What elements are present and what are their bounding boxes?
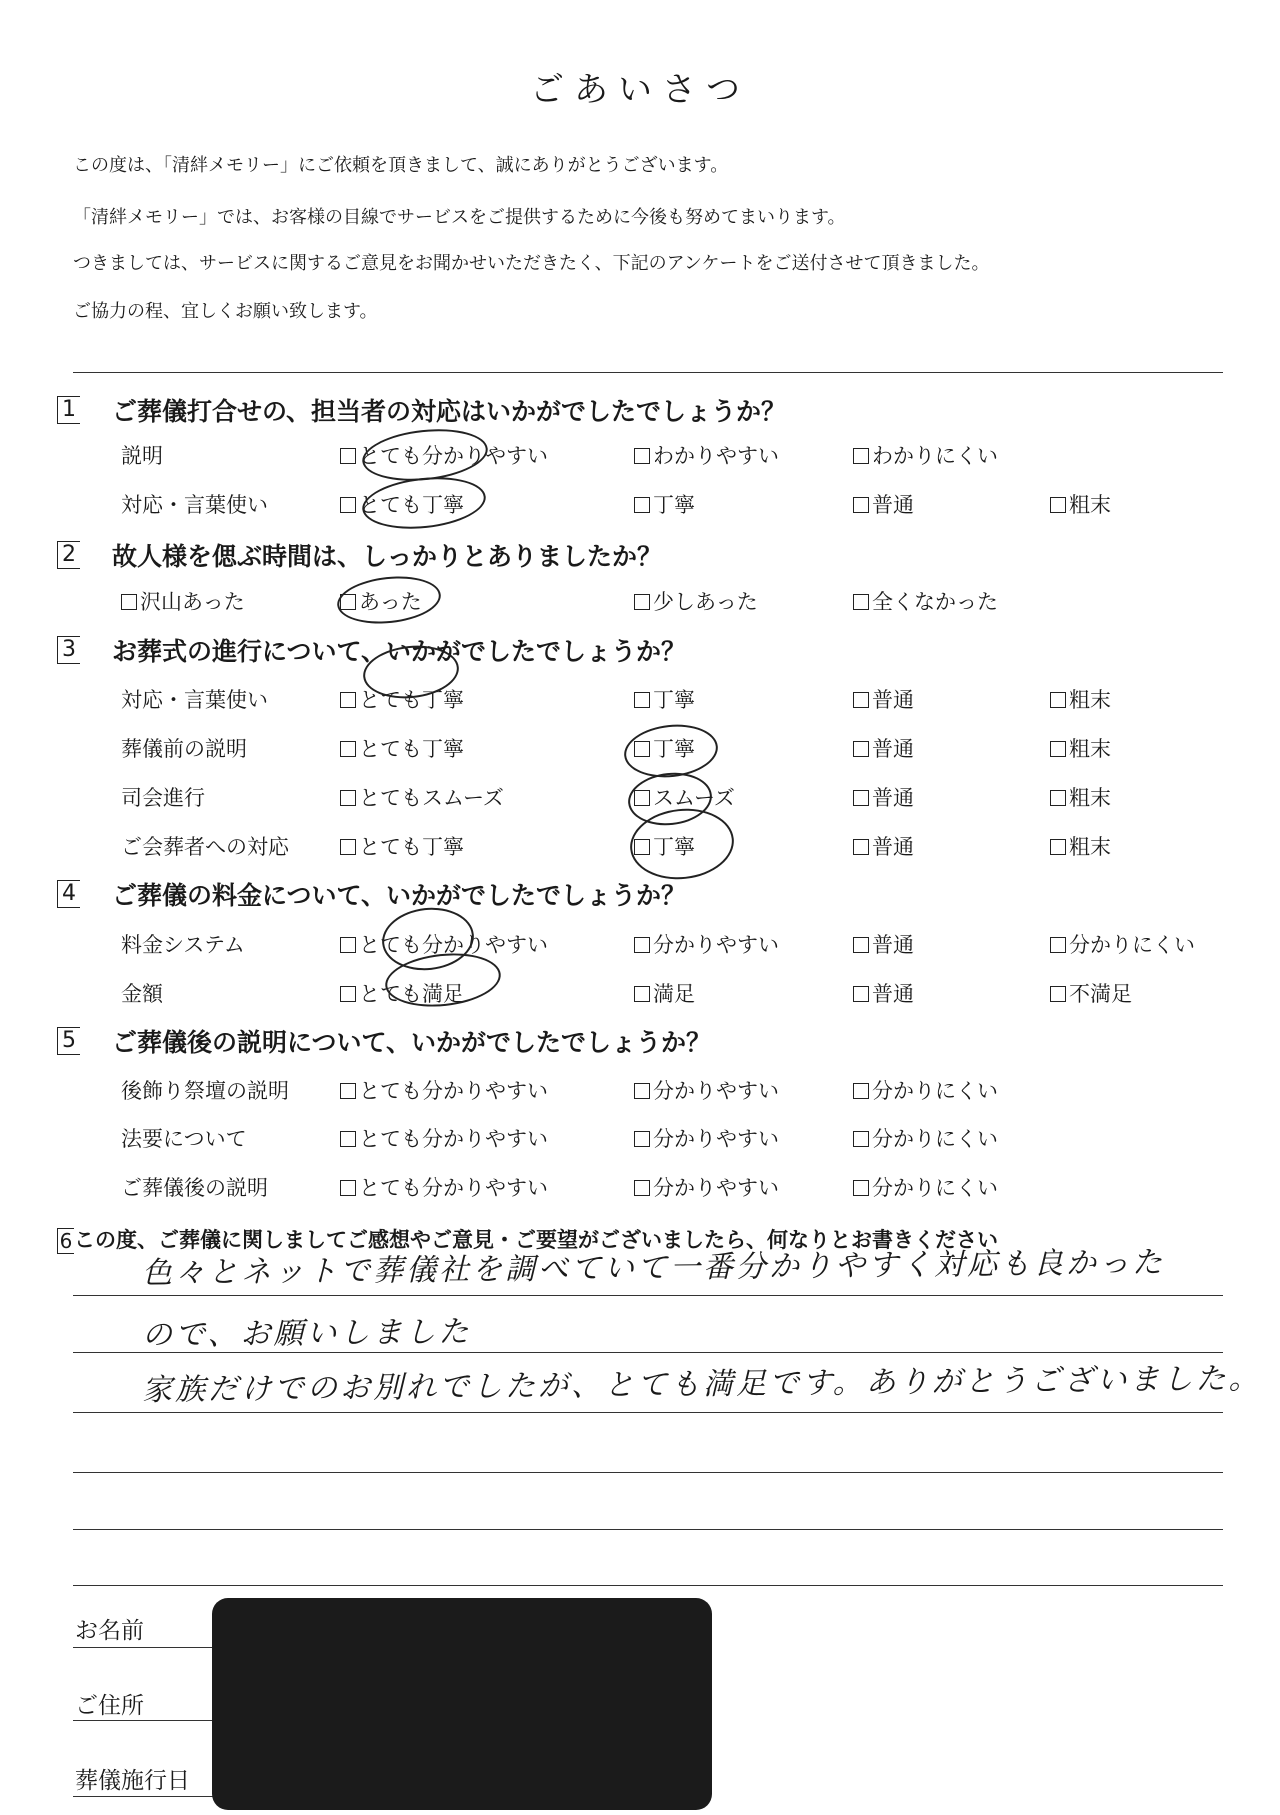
checkbox-square-icon	[340, 692, 356, 708]
checkbox-square-icon	[853, 1131, 869, 1147]
checkbox-square-icon	[340, 497, 356, 513]
option-label: とても丁寧	[359, 737, 464, 761]
date-label: 葬儀施行日	[75, 1768, 190, 1794]
question-number: 1	[57, 396, 80, 424]
option-checkbox[interactable]	[340, 1075, 548, 1105]
option-checkbox[interactable]	[853, 782, 914, 812]
checkbox-square-icon	[340, 448, 356, 464]
checkbox-square-icon	[853, 790, 869, 806]
redaction-block	[212, 1598, 712, 1810]
option-checkbox[interactable]	[853, 1123, 998, 1153]
option-label: 分かりにくい	[872, 1127, 998, 1151]
option-label: 粗末	[1069, 835, 1111, 859]
option-label: とても分かりやすい	[359, 1079, 548, 1103]
question-number: 6	[57, 1228, 74, 1254]
question-text: ご葬儀後の説明について、いかがでしたでしょうか？	[112, 1028, 712, 1057]
option-checkbox[interactable]	[1050, 929, 1195, 959]
option-label: 普通	[872, 688, 914, 712]
option-checkbox[interactable]	[1050, 684, 1111, 714]
option-checkbox[interactable]	[634, 489, 695, 519]
checkbox-square-icon	[853, 497, 869, 513]
checkbox-square-icon	[1050, 497, 1066, 513]
option-label: とても満足	[359, 982, 464, 1006]
option-checkbox[interactable]	[1050, 782, 1111, 812]
option-checkbox[interactable]	[853, 684, 914, 714]
option-checkbox[interactable]	[634, 586, 758, 616]
option-label: とても分かりやすい	[359, 444, 548, 468]
option-label: とても丁寧	[359, 835, 464, 859]
section-divider	[73, 372, 1223, 373]
row-label: 司会進行	[121, 786, 205, 810]
checkbox-square-icon	[853, 692, 869, 708]
option-checkbox[interactable]	[340, 733, 464, 763]
option-label: 普通	[872, 835, 914, 859]
checkbox-square-icon	[1050, 741, 1066, 757]
option-checkbox[interactable]	[1050, 489, 1111, 519]
option-label: 粗末	[1069, 688, 1111, 712]
intro-line: 「清絆メモリー」では、お客様の目線でサービスをご提供するために今後も努めてまいります。	[73, 207, 846, 228]
writing-line	[73, 1585, 1223, 1586]
checkbox-square-icon	[340, 839, 356, 855]
checkbox-square-icon	[853, 741, 869, 757]
checkbox-square-icon	[634, 594, 650, 610]
option-checkbox[interactable]	[853, 1075, 998, 1105]
question-text: ご葬儀打合せの、担当者の対応はいかがでしたでしょうか？	[112, 397, 787, 426]
checkbox-square-icon	[1050, 790, 1066, 806]
address-label: ご住所	[75, 1693, 144, 1719]
option-label: 分かりにくい	[872, 1176, 998, 1200]
row-label: 後飾り祭壇の説明	[121, 1079, 289, 1103]
option-checkbox[interactable]	[340, 831, 464, 861]
checkbox-square-icon	[853, 1180, 869, 1196]
question-number: 4	[57, 880, 80, 908]
checkbox-square-icon	[634, 1083, 650, 1099]
writing-line	[73, 1472, 1223, 1473]
option-label: 粗末	[1069, 737, 1111, 761]
option-checkbox[interactable]	[634, 1172, 779, 1202]
checkbox-square-icon	[340, 986, 356, 1002]
hand-drawn-selection-circle	[335, 572, 443, 629]
option-label: わかりやすい	[653, 444, 779, 468]
option-label: 普通	[872, 786, 914, 810]
option-checkbox[interactable]	[853, 831, 914, 861]
row-label: 対応・言葉使い	[121, 688, 268, 712]
option-checkbox[interactable]	[853, 586, 998, 616]
option-label: とても分かりやすい	[359, 1176, 548, 1200]
question-text: 故人様を偲ぶ時間は、しっかりとありましたか？	[112, 542, 663, 571]
field-underline	[73, 1720, 223, 1721]
writing-line	[73, 1295, 1223, 1296]
option-checkbox[interactable]	[634, 684, 695, 714]
question-5	[57, 1023, 711, 1059]
checkbox-square-icon	[853, 839, 869, 855]
option-label: とても分かりやすい	[359, 933, 548, 957]
question-4	[57, 876, 686, 912]
row-label: 説明	[121, 444, 163, 468]
option-label: 分かりやすい	[653, 933, 779, 957]
option-checkbox[interactable]	[853, 733, 914, 763]
checkbox-square-icon	[634, 497, 650, 513]
option-checkbox[interactable]	[634, 440, 779, 470]
option-checkbox[interactable]	[1050, 831, 1111, 861]
checkbox-square-icon	[1050, 839, 1066, 855]
writing-line	[73, 1412, 1223, 1413]
option-label: 丁寧	[653, 835, 695, 859]
question-number: 5	[57, 1027, 80, 1055]
option-checkbox[interactable]	[340, 1172, 548, 1202]
checkbox-square-icon	[853, 986, 869, 1002]
question-text: お葬式の進行について、いかがでしたでしょうか？	[112, 637, 687, 666]
option-checkbox[interactable]	[634, 978, 695, 1008]
checkbox-square-icon	[340, 1083, 356, 1099]
intro-line: ご協力の程、宜しくお願い致します。	[73, 301, 378, 322]
handwritten-comment-line: 家族だけでのお別れでしたが、とても満足です。ありがとうございました。	[141, 1361, 1262, 1408]
checkbox-square-icon	[634, 1180, 650, 1196]
checkbox-square-icon	[340, 1180, 356, 1196]
writing-line	[73, 1529, 1223, 1530]
row-label: 金額	[121, 982, 163, 1006]
option-label: 沢山あった	[140, 590, 245, 614]
option-checkbox[interactable]	[340, 782, 504, 812]
option-label: 不満足	[1069, 982, 1132, 1006]
option-label: 粗末	[1069, 493, 1111, 517]
option-checkbox[interactable]	[634, 1075, 779, 1105]
checkbox-square-icon	[1050, 692, 1066, 708]
question-number: 3	[57, 636, 80, 664]
field-underline	[73, 1796, 223, 1797]
option-label: 分かりやすい	[653, 1127, 779, 1151]
option-checkbox[interactable]	[634, 929, 779, 959]
option-label: 丁寧	[653, 688, 695, 712]
option-label: 粗末	[1069, 786, 1111, 810]
option-checkbox[interactable]	[853, 489, 914, 519]
row-label: 対応・言葉使い	[121, 493, 268, 517]
handwritten-comment-line: 色々とネットで葬儀社を調べていて一番分かりやすく対応も良かった	[141, 1245, 1166, 1291]
checkbox-square-icon	[853, 1083, 869, 1099]
question-2	[57, 537, 662, 573]
checkbox-square-icon	[1050, 937, 1066, 953]
intro-line: この度は、「清絆メモリー」にご依頼を頂きまして、誠にありがとうございます。	[73, 155, 729, 176]
option-label: 普通	[872, 933, 914, 957]
option-label: とても分かりやすい	[359, 1127, 548, 1151]
row-label: ご葬儀後の説明	[121, 1176, 268, 1200]
field-underline	[73, 1647, 223, 1648]
checkbox-square-icon	[634, 1131, 650, 1147]
checkbox-square-icon	[340, 937, 356, 953]
option-label: 丁寧	[653, 493, 695, 517]
checkbox-square-icon	[853, 937, 869, 953]
row-label: 料金システム	[121, 933, 245, 957]
checkbox-square-icon	[634, 937, 650, 953]
checkbox-square-icon	[634, 986, 650, 1002]
checkbox-square-icon	[1050, 986, 1066, 1002]
question-text: ご葬儀の料金について、いかがでしたでしょうか？	[112, 881, 687, 910]
option-label: 分かりにくい	[1069, 933, 1195, 957]
checkbox-square-icon	[853, 448, 869, 464]
option-label: あった	[359, 590, 422, 614]
row-label: 法要について	[121, 1127, 247, 1151]
question-text: この度、ご葬儀に関しましてご感想やご意見・ご要望がございましたら、何なりとお書きください	[74, 1228, 998, 1252]
hand-drawn-selection-circle	[360, 472, 489, 535]
name-label: お名前	[75, 1618, 144, 1644]
checkbox-square-icon	[634, 692, 650, 708]
checkbox-square-icon	[634, 448, 650, 464]
option-checkbox[interactable]	[634, 1123, 779, 1153]
option-label: 分かりにくい	[872, 1079, 998, 1103]
intro-line: つきましては、サービスに関するご意見をお聞かせいただきたく、下記のアンケートをご送付させて頂きました。	[73, 253, 990, 274]
option-label: 普通	[872, 982, 914, 1006]
checkbox-square-icon	[853, 594, 869, 610]
checkbox-square-icon	[340, 1131, 356, 1147]
checkbox-square-icon	[340, 790, 356, 806]
option-checkbox[interactable]	[1050, 733, 1111, 763]
option-label: 満足	[653, 982, 695, 1006]
checkbox-square-icon	[340, 741, 356, 757]
option-label: 普通	[872, 737, 914, 761]
option-checkbox[interactable]	[121, 586, 245, 616]
row-label: 葬儀前の説明	[121, 737, 247, 761]
option-label: 分かりやすい	[653, 1079, 779, 1103]
page-title: ごあいさつ	[530, 70, 750, 110]
option-label: 全くなかった	[872, 590, 998, 614]
option-label: とても丁寧	[359, 493, 464, 517]
option-checkbox[interactable]	[853, 1172, 998, 1202]
question-1	[57, 392, 786, 428]
option-label: 丁寧	[653, 737, 695, 761]
row-label: ご会葬者への対応	[121, 835, 289, 859]
option-checkbox[interactable]	[853, 929, 914, 959]
option-checkbox[interactable]	[853, 978, 914, 1008]
option-label: とても丁寧	[359, 688, 464, 712]
option-checkbox[interactable]	[340, 1123, 548, 1153]
option-label: 少しあった	[653, 590, 758, 614]
checkbox-square-icon	[121, 594, 137, 610]
question-number: 2	[57, 541, 80, 569]
handwritten-comment-line: ので、お願いしました	[141, 1314, 472, 1353]
option-checkbox[interactable]	[1050, 978, 1132, 1008]
option-label: わかりにくい	[872, 444, 998, 468]
option-checkbox[interactable]	[853, 440, 998, 470]
option-label: 分かりやすい	[653, 1176, 779, 1200]
option-label: スムーズ	[653, 786, 735, 810]
option-label: 普通	[872, 493, 914, 517]
option-label: とてもスムーズ	[359, 786, 504, 810]
